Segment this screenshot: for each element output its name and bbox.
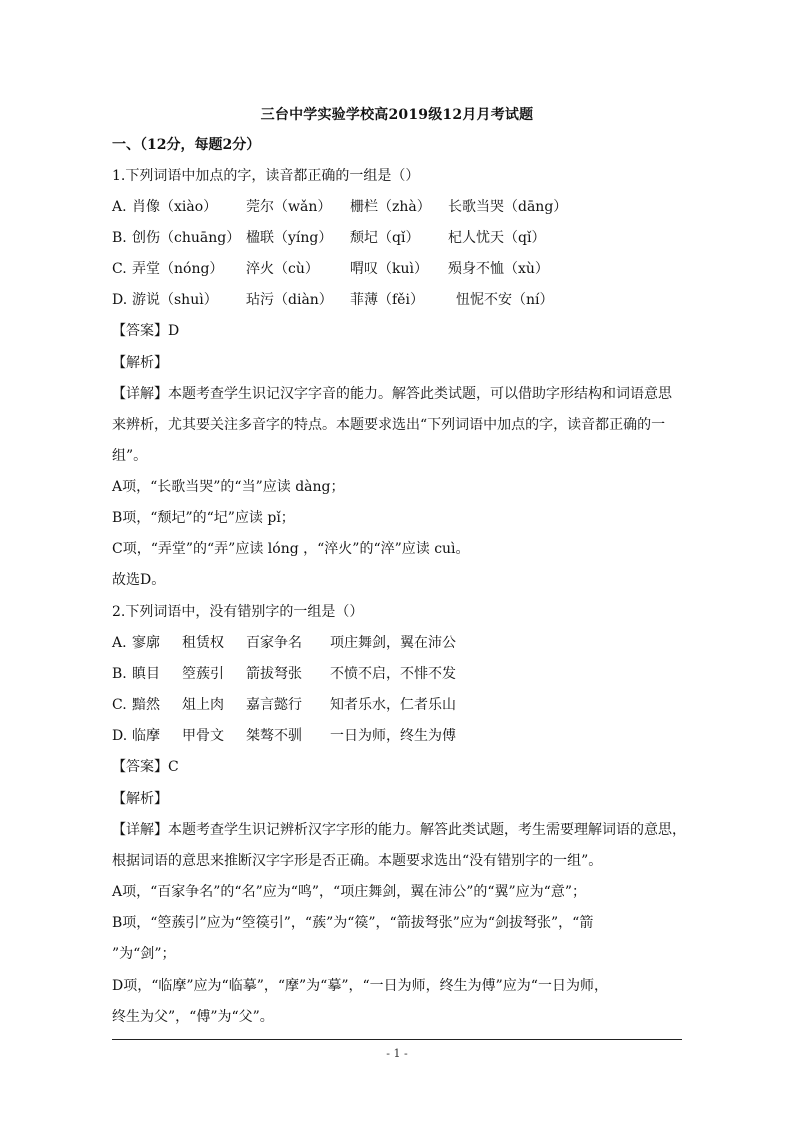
q2-analysis-heading: 【解析】: [112, 791, 168, 807]
page-title: 三台中学实验学校高2019级12月月考试题: [260, 107, 534, 123]
question-2-stem: 2.下列词语中，没有错别字的一组是（）: [112, 604, 364, 620]
q1-note-b: B项，“颓圮”的“圮”应读 pǐ；: [112, 510, 295, 526]
section-heading: 一、（12分，每题2分）: [112, 137, 261, 153]
q2-option-d: D. 临摩 甲骨文 桀骜不驯 一日为师，终生为傅: [112, 728, 456, 744]
q1-note-c: C项，“弄堂”的“弄”应读 lóng ，“淬火”的“淬”应读 cuì。: [112, 541, 470, 557]
q2-detail-line-1: 【详解】本题考查学生识记辨析汉字字形的能力。解答此类试题，考生需要理解词语的意思，: [112, 822, 686, 838]
q2-option-c: C. 黯然 俎上肉 嘉言懿行 知者乐水，仁者乐山: [112, 697, 456, 713]
q1-conclusion: 故选D。: [112, 572, 166, 588]
q1-detail-line-2: 来辨析，尤其要关注多音字的特点。本题要求选出“下列词语中加点的字，读音都正确的一: [112, 417, 666, 433]
q1-option-a: A. 肖像（xiào） 莞尔（wǎn） 栅栏（zhà） 长歌当哭（dāng）: [112, 199, 568, 215]
q2-option-a: A. 寥廓 租赁权 百家争名 项庄舞剑，翼在沛公: [112, 635, 456, 651]
q2-note-b-line-1: B项，“箜蔟引”应为“箜篌引”，“蔟”为“篌”，“箭拔弩张”应为“剑拔弩张”，“箭: [112, 915, 594, 931]
q1-analysis-heading: 【解析】: [112, 355, 168, 371]
q1-option-b: B. 创伤（chuāng） 楹联（yíng） 颓圮（qǐ） 杞人忧天（qǐ）: [112, 230, 546, 246]
q2-detail-line-2: 根据词语的意思来推断汉字字形是否正确。本题要求选出“没有错别字的一组”。: [112, 853, 603, 869]
q1-detail-line-1: 【详解】本题考查学生识记汉字字音的能力。解答此类试题，可以借助字形结构和词语意思: [112, 386, 672, 402]
q1-note-a: A项，“长歌当哭”的“当”应读 dàng；: [112, 479, 345, 495]
question-1-stem: 1.下列词语中加点的字，读音都正确的一组是（）: [112, 168, 420, 184]
q1-answer: 【答案】D: [112, 323, 180, 339]
q1-detail-line-3: 组”。: [112, 448, 148, 464]
q1-option-c: C. 弄堂（nóng） 淬火（cù） 喟叹（kuì） 殒身不恤（xù）: [112, 261, 549, 277]
q1-option-d: D. 游说（shuì） 玷污（diàn） 菲薄（fěi） 忸怩不安（ní）: [112, 292, 554, 308]
q2-answer: 【答案】C: [112, 759, 179, 775]
q2-note-b-line-2: ”为“剑”；: [112, 946, 176, 962]
footer-divider: [112, 1039, 682, 1040]
q2-note-d-line-2: 终生为父”，“傅”为“父”。: [112, 1009, 274, 1025]
page-number: - 1 -: [386, 1047, 408, 1060]
q2-option-b: B. 瞋目 箜蔟引 箭拔弩张 不愤不启，不悱不发: [112, 666, 456, 682]
q2-note-d-line-1: D项，“临摩”应为“临摹”，“摩”为“摹”，“一日为师，终生为傅”应为“一日为师，: [112, 978, 608, 994]
q2-note-a: A项，“百家争名”的“名”应为“鸣”，“项庄舞剑，翼在沛公”的“翼”应为“意”；: [112, 884, 586, 900]
